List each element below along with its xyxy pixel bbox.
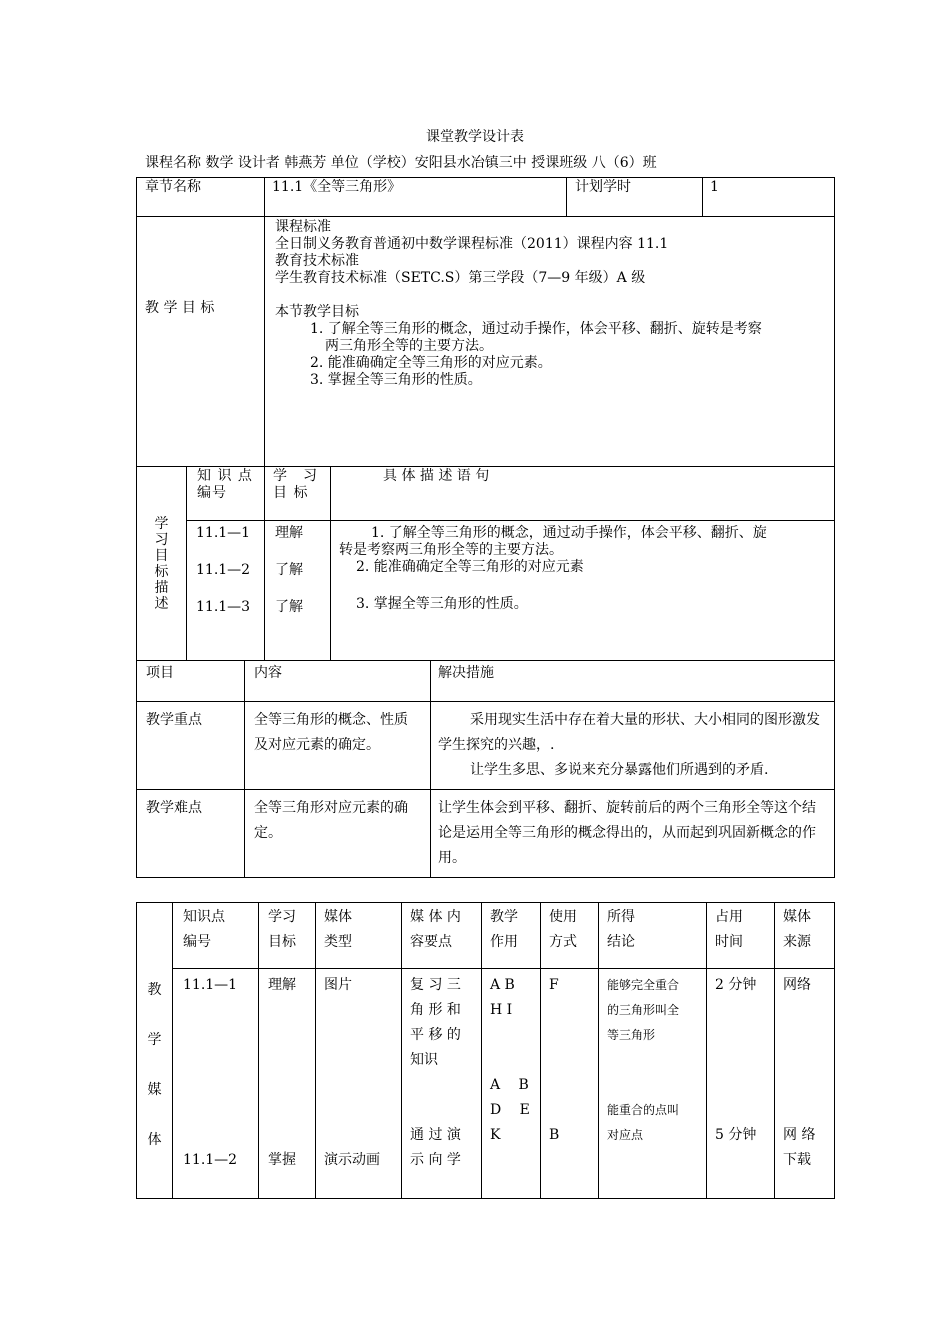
header-time: 占用 时间	[707, 903, 775, 969]
lg-row-1: 理解	[275, 525, 303, 541]
course-info-line: 课程名称 数学 设计者 韩燕芳 单位（学校）安阳县水冶镇三中 授课班级 八（6）班	[145, 155, 657, 171]
lg-column	[265, 521, 331, 661]
lg-header: 学 习 目 标	[265, 467, 331, 521]
row1-time: 2 分钟	[715, 977, 757, 993]
kp-column	[187, 521, 265, 661]
measure-header: 解决措施	[431, 661, 835, 702]
media-goal-cell	[259, 969, 316, 1199]
media-conclusion-cell: 能够完全重合 的三角形叫全 等三角形 能重合的点叫 对应点	[599, 969, 707, 1199]
key-points-table	[136, 660, 835, 878]
media-content-cell: 复 习 三 角 形 和 平 移 的 知识 通 过 演 示 向 学	[402, 969, 482, 1199]
header-content: 媒 体 内 容要点	[402, 903, 482, 969]
row2-time: 5 分钟	[715, 1127, 757, 1143]
header-conclusion: 所得 结论	[599, 903, 707, 969]
row1-kp: 11.1—1	[183, 977, 238, 993]
kp-row-1: 11.1—1	[196, 525, 251, 541]
hours-value: 1	[703, 178, 835, 217]
key-label: 教学重点	[137, 702, 245, 790]
header-role: 教学 作用	[482, 903, 541, 969]
header-source: 媒体 来源	[775, 903, 835, 969]
kp-header: 知 识 点 编号	[187, 467, 265, 521]
media-type-cell	[316, 969, 402, 1199]
media-time-cell	[707, 969, 775, 1199]
key-measure: 采用现实生活中存在着大量的形状、大小相同的图形激发学生探究的兴趣，. 让学生多思、多说来充分暴露他们所遇到的矛盾.	[431, 702, 835, 790]
lg-row-2: 了解	[275, 562, 303, 578]
key-content: 全等三角形的概念、性质及对应元素的确定。	[245, 702, 431, 790]
difficulty-content: 全等三角形对应元素的确定。	[245, 790, 431, 878]
row2-type: 演示动画	[324, 1152, 380, 1168]
difficulty-measure: 让学生体会到平移、翻折、旋转前后的两个三角形全等这个结论是运用全等三角形的概念得出的，从而起到巩固新概念的作用。	[431, 790, 835, 878]
hours-label: 计划学时	[567, 178, 703, 217]
difficulty-label: 教学难点	[137, 790, 245, 878]
desc-label: 学习目标描述	[137, 467, 187, 661]
row1-type: 图片	[324, 977, 352, 993]
document-title: 课堂教学设计表	[426, 129, 524, 145]
item-header: 项目	[137, 661, 245, 702]
media-mode-cell	[541, 969, 599, 1199]
kp-row-3: 11.1—3	[196, 599, 251, 615]
row2-kp: 11.1—2	[183, 1152, 238, 1168]
row1-mode: F	[549, 977, 559, 993]
content-header: 内容	[245, 661, 431, 702]
kp-row-2: 11.1—2	[196, 562, 251, 578]
media-kp-cell	[173, 969, 259, 1199]
header-goal: 学习 目标	[259, 903, 316, 969]
row1-goal: 理解	[268, 977, 296, 993]
chapter-value: 11.1《全等三角形》	[265, 178, 567, 217]
media-table	[136, 902, 835, 1199]
row2-mode: B	[549, 1127, 560, 1143]
chapter-label: 章节名称	[137, 178, 265, 217]
header-mode: 使用 方式	[541, 903, 599, 969]
row2-goal: 掌握	[268, 1152, 296, 1168]
lg-row-3: 了解	[275, 599, 303, 615]
objectives-table	[136, 177, 835, 661]
media-side-label: 教 学 媒 体	[137, 903, 173, 1199]
header-kp: 知识点 编号	[173, 903, 259, 969]
stmt-column: 1. 了解全等三角形的概念，通过动手操作，体会平移、翻折、旋 转是考察两三角形全等的主要方法。 2. 能准确确定全等三角形的对应元素 3. 掌握全等三角形的性质。	[331, 521, 835, 661]
media-role-cell: A B H I A B D E K	[482, 969, 541, 1199]
row1-source: 网络	[783, 977, 811, 993]
header-type: 媒体 类型	[316, 903, 402, 969]
goal-content: 课程标准 全日制义务教育普通初中数学课程标准（2011）课程内容 11.1 教育技术标准 学生教育技术标准（SETC.S）第三学段（7—9 年级）A 级 本节教学目标 1. 了解全等三角形的概念，通过动手操作，体会平移、翻折、旋转是考察 两三角形全等的主要方法。 2. 能准确确定全等三角形的对应元素。 3. 掌握全等三角形的性质。	[265, 217, 835, 467]
stmt-header: 具 体 描 述 语 句	[331, 467, 835, 521]
goal-label: 教 学 目 标	[137, 217, 265, 467]
media-source-cell: 网络 网 络 下载	[775, 969, 835, 1199]
